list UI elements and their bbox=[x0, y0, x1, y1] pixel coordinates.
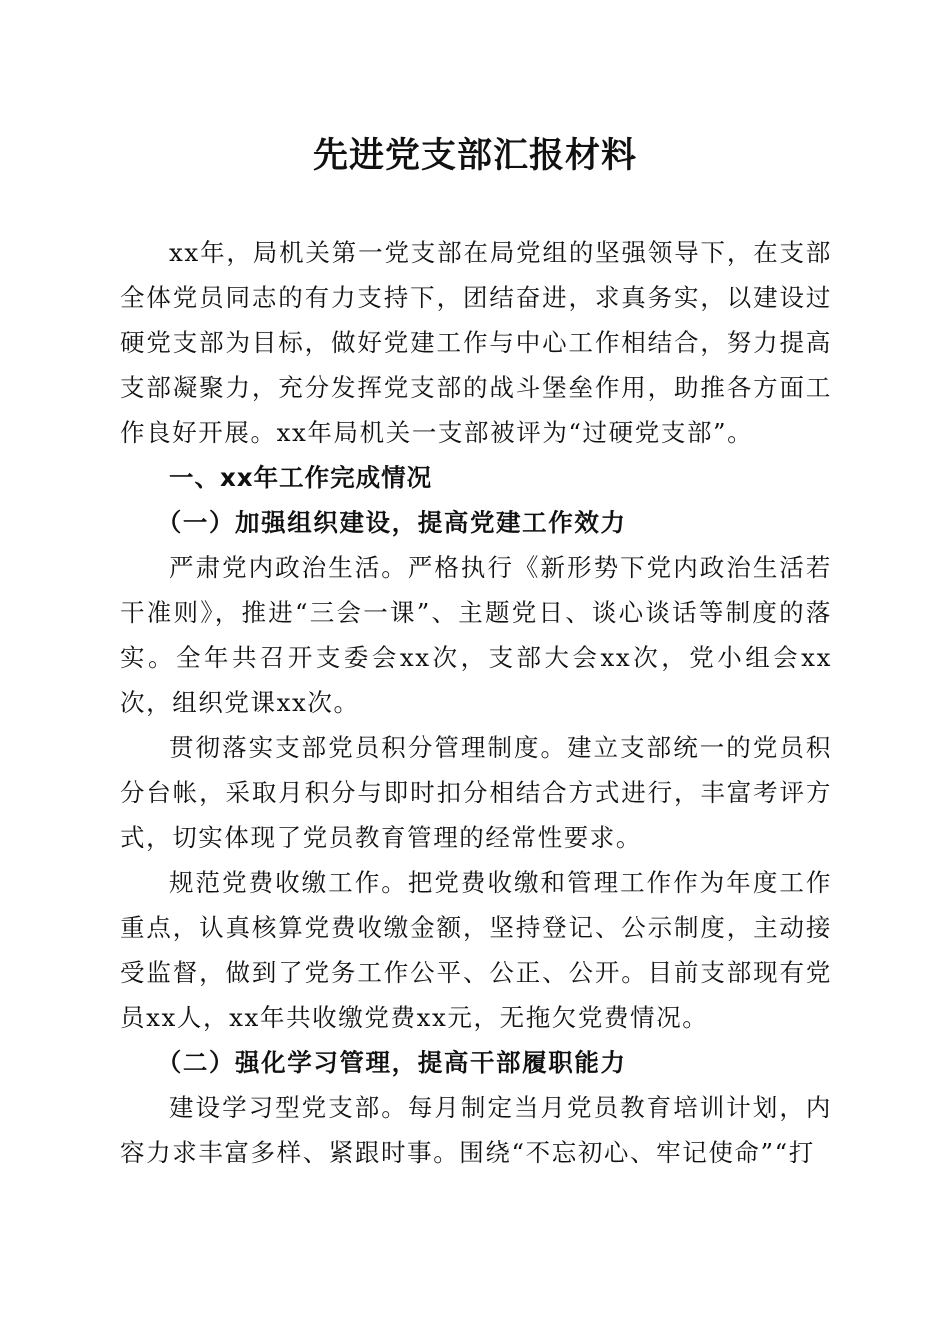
subsection-heading-1: （一）加强组织建设，提高党建工作效力 bbox=[156, 508, 627, 537]
paragraph-points-system: 贯彻落实支部党员积分管理制度。建立支部统一的党员积分台帐，采取月积分与即时扣分相结合方式进行，丰富考评方式，切实体现了党员教育管理的经常性要求。 bbox=[120, 733, 832, 852]
paragraph-political-life: 严肃党内政治生活。严格执行《新形势下党内政治生活若干准则》，推进“三会一课”、主题党日、谈心谈话等制度的落实。全年共召开支委会xx次，支部大会xx次，党小组会xx次，组织党课xx次。 bbox=[120, 553, 832, 717]
document-body bbox=[120, 230, 832, 1175]
intro-paragraph: xx年，局机关第一党支部在局党组的坚强领导下，在支部全体党员同志的有力支持下，团结奋进，求真务实，以建设过硬党支部为目标，做好党建工作与中心工作相结合，努力提高支部凝聚力，充分发挥党支部的战斗堡垒作用，助推各方面工作良好开展。xx年局机关一支部被评为“过硬党支部”。 bbox=[120, 238, 832, 447]
paragraph-learning: 建设学习型党支部。每月制定当月党员教育培训计划，内容力求丰富多样、紧跟时事。围绕“不忘初心、牢记使命”“打 bbox=[120, 1093, 832, 1167]
subsection-heading-2: （二）强化学习管理，提高干部履职能力 bbox=[156, 1048, 627, 1077]
document-title: 先进党支部汇报材料 bbox=[312, 135, 637, 176]
paragraph-party-dues: 规范党费收缴工作。把党费收缴和管理工作作为年度工作重点，认真核算党费收缴金额，坚持登记、公示制度，主动接受监督，做到了党务工作公平、公正、公开。目前支部现有党员xx人，xx年共收缴党费xx元，无拖欠党费情况。 bbox=[120, 868, 832, 1032]
section-heading-1: 一、xx年工作完成情况 bbox=[169, 463, 433, 492]
